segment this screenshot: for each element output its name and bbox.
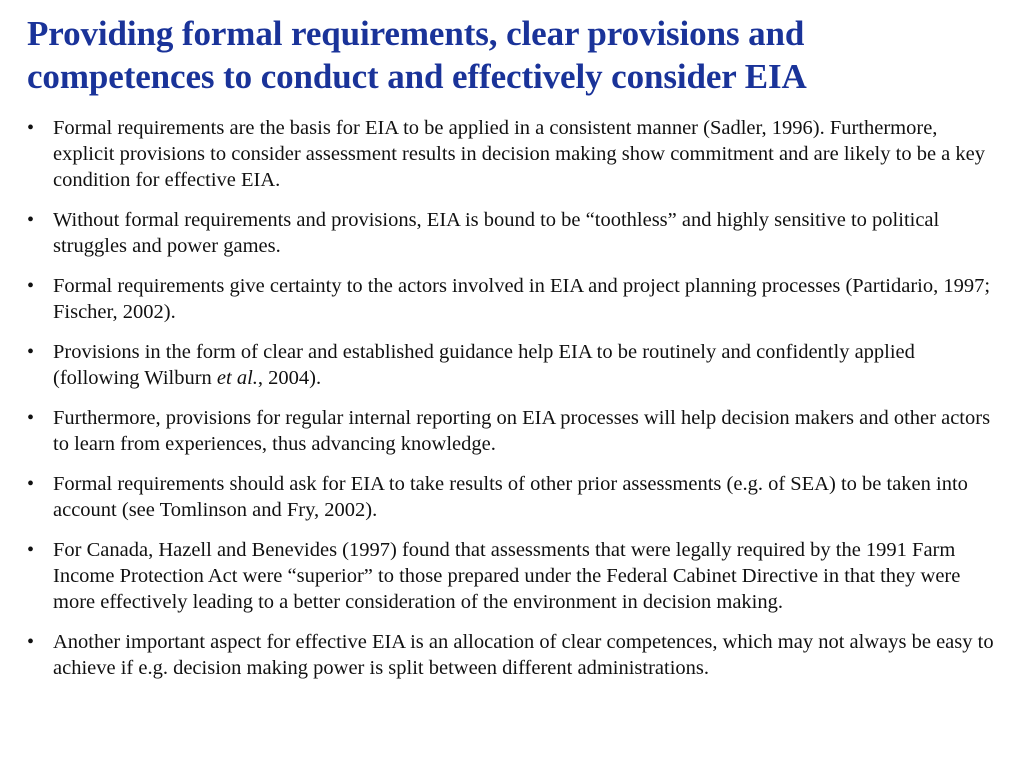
bullet-item	[27, 537, 994, 615]
bullet-dot-icon: •	[27, 275, 35, 297]
bullet-text: Another important aspect for effective EIA is an allocation of clear competences, which may not always be easy to achieve if e.g. decision making power is split between different administrations.	[53, 631, 994, 679]
bullet-item	[27, 405, 994, 457]
bullet-item	[27, 115, 994, 193]
bullet-text: Formal requirements give certainty to the actors involved in EIA and project planning processes (Partidario, 1997; Fischer, 2002).	[53, 275, 991, 323]
bullet-text: Formal requirements are the basis for EIA to be applied in a consistent manner (Sadler, 1996). Furthermore, explicit provisions to consider assessment results in decision making show commitment and are likely to be a key condition for effective EIA.	[53, 117, 985, 191]
bullet-item	[27, 207, 994, 259]
bullet-list	[27, 115, 994, 681]
bullet-item	[27, 629, 994, 681]
bullet-text	[53, 341, 915, 389]
bullet-text-post: , 2004).	[257, 367, 322, 389]
bullet-item	[27, 471, 994, 523]
bullet-dot-icon: •	[27, 473, 35, 495]
bullet-dot-icon: •	[27, 407, 35, 429]
slide-title: Providing formal requirements, clear provisions and competences to conduct and effectively consider EIA	[27, 14, 807, 96]
bullet-text-pre: Provisions in the form of clear and established guidance help EIA to be routinely and confidently applied (following Wilburn	[53, 341, 915, 389]
bullet-text: Formal requirements should ask for EIA to take results of other prior assessments (e.g. of SEA) to be taken into account (see Tomlinson and Fry, 2002).	[53, 473, 968, 521]
bullet-text: For Canada, Hazell and Benevides (1997) found that assessments that were legally required by the 1991 Farm Income Protection Act were “superior” to those prepared under the Federal Cabinet Directive in that they were more effectively leading to a better consideration of the environment in decision making.	[53, 539, 961, 613]
bullet-item	[27, 339, 994, 391]
bullet-text: Furthermore, provisions for regular internal reporting on EIA processes will help decision makers and other actors to learn from experiences, thus advancing knowledge.	[53, 407, 991, 455]
bullet-text-italic: et al.	[216, 367, 258, 389]
bullet-dot-icon: •	[27, 539, 35, 561]
bullet-dot-icon: •	[27, 209, 35, 231]
bullet-text: Without formal requirements and provisions, EIA is bound to be “toothless” and highly sensitive to political struggles and power games.	[53, 209, 940, 257]
bullet-dot-icon: •	[27, 117, 35, 139]
bullet-dot-icon: •	[27, 341, 35, 363]
bullet-item	[27, 273, 994, 325]
bullet-dot-icon: •	[27, 631, 35, 653]
